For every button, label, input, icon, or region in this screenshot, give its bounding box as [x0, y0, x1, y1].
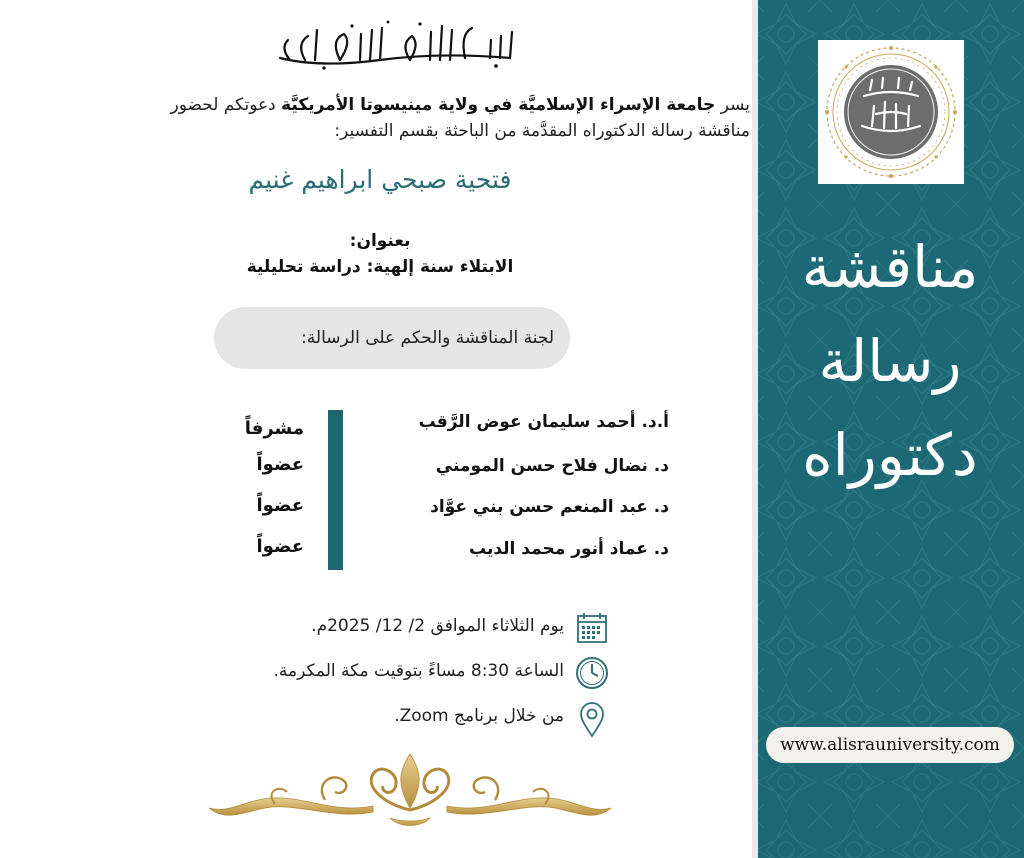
committee-member-role: عضواً — [256, 536, 304, 557]
thesis-title-block — [180, 228, 580, 280]
event-date: يوم الثلاثاء الموافق 2/ 12/ 2025م. — [311, 616, 564, 636]
committee-member-name: د. عبد المنعم حسن بني عوَّاد — [430, 497, 669, 517]
committee-label-pill — [214, 307, 570, 369]
intro-line-2: مناقشة رسالة الدكتوراه المقدَّمة من الباحثة بقسم التفسير: — [334, 121, 750, 141]
committee-label: لجنة المناقشة والحكم على الرسالة: — [301, 328, 554, 348]
heading-line: دكتوراه — [802, 421, 978, 489]
university-name: جامعة الإسراء الإسلاميَّة في ولاية مينيسوتا الأمريكيَّة — [281, 95, 716, 115]
event-time: الساعة 8:30 مساءً بتوقيت مكة المكرمة. — [273, 661, 564, 681]
sidebar-heading — [770, 220, 1010, 502]
thesis-label: بعنوان: — [349, 231, 411, 251]
committee-divider-bar — [328, 410, 343, 570]
event-location-row — [200, 700, 610, 740]
calendar-icon — [574, 610, 610, 646]
heading-line: مناقشة — [801, 233, 979, 301]
clock-icon — [574, 655, 610, 691]
gold-ornament — [205, 748, 615, 832]
committee-member-role: مشرفاً — [244, 418, 304, 439]
intro-paragraph — [20, 92, 750, 144]
event-date-row — [200, 610, 610, 650]
university-logo — [818, 40, 964, 184]
bismillah-calligraphy-graphic — [260, 14, 540, 74]
website-link[interactable]: www.alisrauniversity.com — [766, 727, 1014, 763]
event-location: من خلال برنامج Zoom. — [394, 706, 564, 726]
committee-member-name: أ.د. أحمد سليمان عوض الرَّقب — [418, 412, 669, 432]
event-time-row — [200, 655, 610, 695]
committee-member-name: د. نضال فلاح حسن المومني — [435, 456, 669, 476]
heading-line: رسالة — [818, 327, 962, 395]
map-pin-icon — [574, 700, 610, 736]
intro-invite: دعوتكم لحضور — [170, 95, 282, 115]
committee-member-name: د. عماد أنور محمد الديب — [468, 539, 669, 559]
committee-member-role: عضواً — [256, 454, 304, 475]
thesis-title: الابتلاء سنة إلهية: دراسة تحليلية — [246, 257, 514, 277]
intro-lead: يسر — [715, 95, 750, 115]
intro-line-1 — [20, 92, 750, 118]
candidate-name: فتحية صبحي ابراهيم غنيم — [248, 165, 512, 194]
bismillah-calligraphy — [260, 14, 540, 74]
sidebar-edge — [752, 0, 758, 858]
committee-member-role: عضواً — [256, 495, 304, 516]
